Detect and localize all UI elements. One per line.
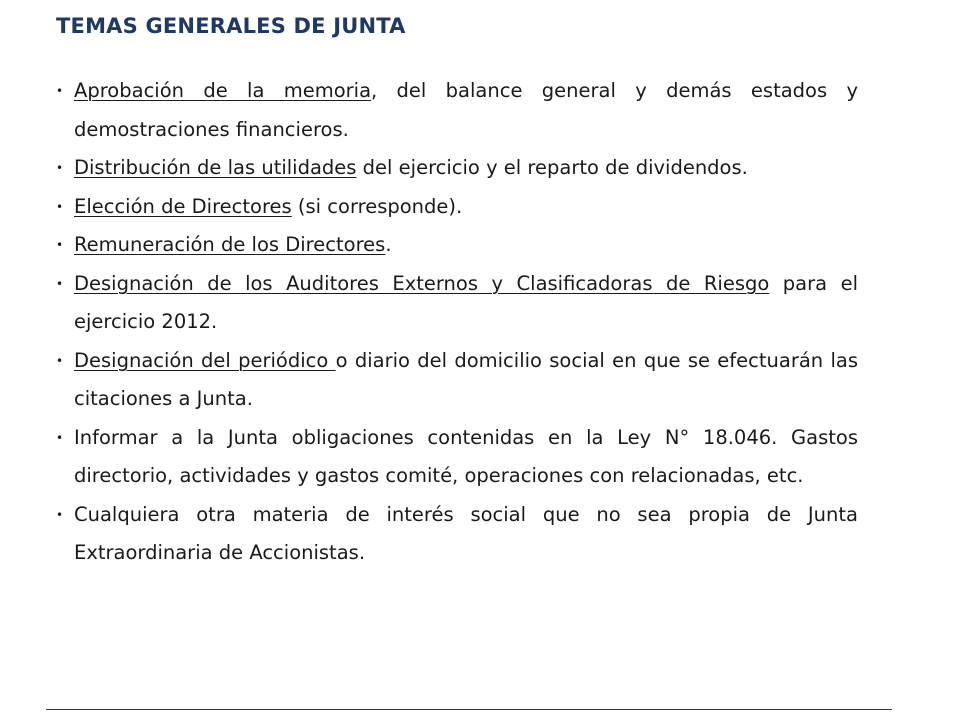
item-underlined-text: Elección de Directores [74,194,292,218]
item-text: Informar a la Junta obligaciones contenidas en la Ley N° 18.046. Gastos directorio, actividades y gastos comité, operaciones con relacionadas, etc. [74,425,858,487]
list-item [56,419,858,496]
bullet-icon: • [56,84,64,98]
item-text: , del balance general y demás estados y demostraciones financieros. [74,79,858,141]
list-item [56,149,858,188]
item-underlined-text: Designación del periódico [74,348,336,372]
list-item [56,188,858,227]
bullet-icon: • [56,507,64,522]
item-text: Cualquiera otra materia de interés social que no sea propia de Junta Extraordinaria de Accionistas. [74,502,858,564]
item-underlined-text: Remuneración de los Directores [74,233,386,256]
item-text: del ejercicio y el reparto de dividendos. [356,156,748,179]
item-text: (si corresponde). [291,194,463,218]
bullet-icon: • [56,276,64,291]
list-item [56,342,858,419]
bullet-icon: • [56,430,64,445]
list-item [56,496,858,573]
bullet-icon: • [56,353,64,368]
list-item [56,226,858,265]
item-underlined-text: Designación de los Auditores Externos y Clasificadoras de Riesgo [74,271,770,295]
item-text: para el ejercicio 2012. [74,271,858,333]
list-item [56,72,858,149]
bullet-icon: • [56,238,64,252]
bullet-list [56,72,858,573]
item-text: . [385,233,392,256]
slide-title: TEMAS GENERALES DE JUNTA [56,14,406,38]
list-item [56,265,858,342]
item-underlined-text: Distribución de las utilidades [74,156,357,179]
bullet-icon: • [56,161,64,175]
bullet-icon: • [56,199,64,214]
item-text: o diario del domicilio social en que se efectuarán las citaciones a Junta. [74,348,858,410]
item-underlined-text: Aprobación de la memoria [74,79,372,102]
bottom-divider [46,709,892,710]
